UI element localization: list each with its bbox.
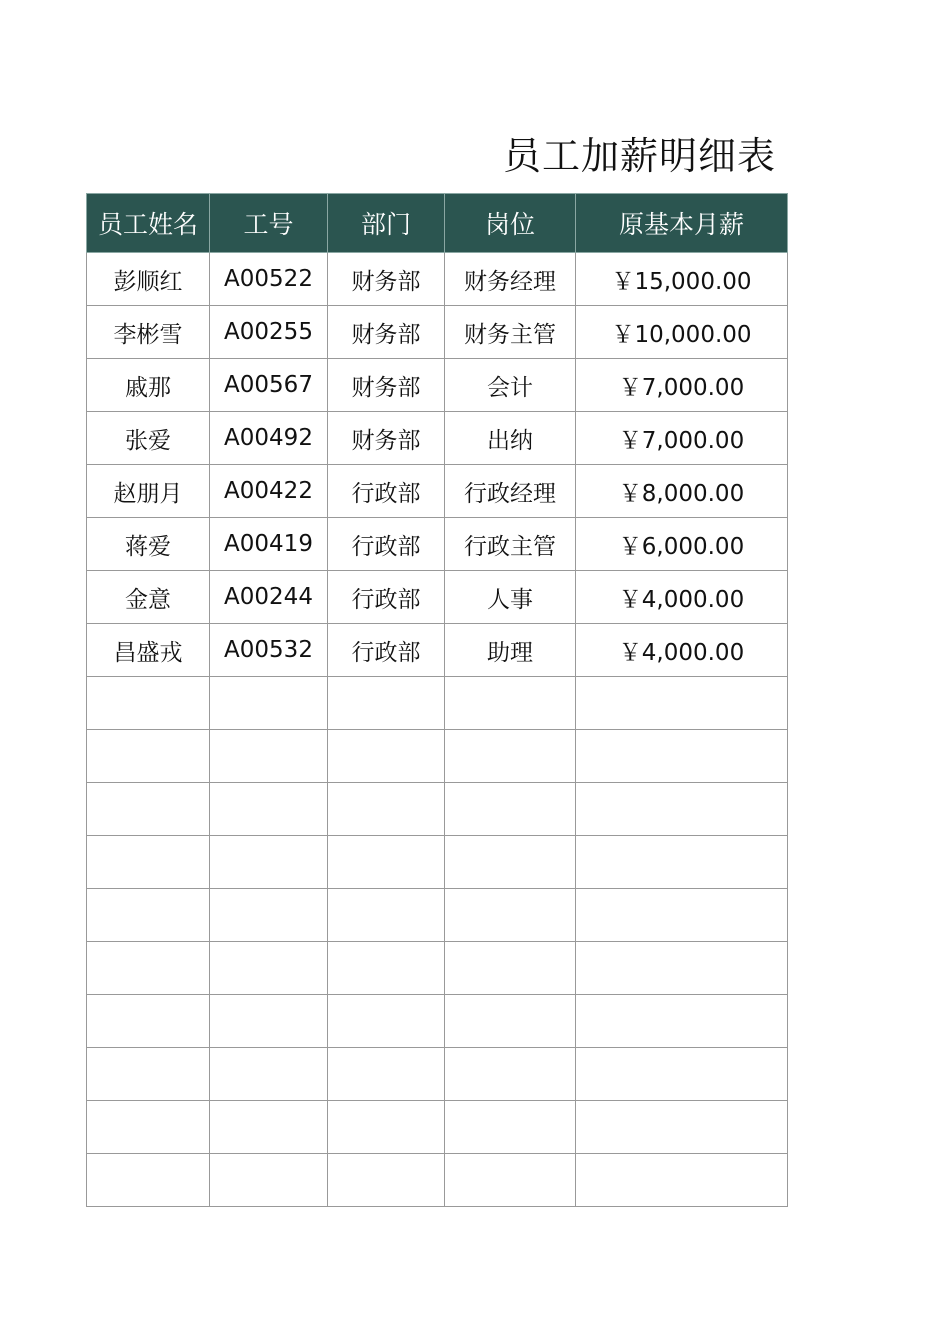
cell-employee-id[interactable]: A00522 [210, 253, 328, 306]
empty-cell[interactable] [328, 995, 445, 1048]
cell-name[interactable]: 戚那 [87, 359, 210, 412]
cell-position[interactable]: 会计 [445, 359, 576, 412]
cell-department[interactable]: 行政部 [328, 624, 445, 677]
page-title: 员工加薪明细表 [502, 134, 776, 178]
cell-base-salary[interactable]: ￥8,000.00 [576, 465, 788, 518]
cell-employee-id[interactable]: A00244 [210, 571, 328, 624]
cell-name[interactable]: 赵朋月 [87, 465, 210, 518]
empty-cell[interactable] [328, 1154, 445, 1207]
empty-table-row [87, 783, 788, 836]
cell-department[interactable]: 财务部 [328, 253, 445, 306]
cell-position[interactable]: 行政主管 [445, 518, 576, 571]
empty-cell[interactable] [445, 730, 576, 783]
empty-table-row [87, 995, 788, 1048]
empty-table-row [87, 677, 788, 730]
cell-position[interactable]: 行政经理 [445, 465, 576, 518]
cell-name[interactable]: 金意 [87, 571, 210, 624]
empty-cell[interactable] [328, 730, 445, 783]
empty-cell[interactable] [210, 995, 328, 1048]
empty-cell[interactable] [87, 889, 210, 942]
empty-cell[interactable] [445, 1101, 576, 1154]
cell-employee-id[interactable]: A00255 [210, 306, 328, 359]
empty-cell[interactable] [576, 889, 788, 942]
empty-cell[interactable] [87, 783, 210, 836]
empty-cell[interactable] [87, 1101, 210, 1154]
empty-cell[interactable] [445, 783, 576, 836]
empty-cell[interactable] [87, 995, 210, 1048]
cell-position[interactable]: 人事 [445, 571, 576, 624]
empty-table-row [87, 1048, 788, 1101]
empty-cell[interactable] [445, 1154, 576, 1207]
empty-cell[interactable] [445, 995, 576, 1048]
empty-cell[interactable] [576, 1048, 788, 1101]
table-row [87, 465, 788, 518]
table-row [87, 359, 788, 412]
cell-position[interactable]: 财务主管 [445, 306, 576, 359]
table-row [87, 306, 788, 359]
table-row [87, 412, 788, 465]
empty-cell[interactable] [445, 889, 576, 942]
cell-name[interactable]: 李彬雪 [87, 306, 210, 359]
empty-table-row [87, 1154, 788, 1207]
cell-name[interactable]: 昌盛戎 [87, 624, 210, 677]
cell-department[interactable]: 行政部 [328, 571, 445, 624]
empty-cell[interactable] [87, 730, 210, 783]
cell-base-salary[interactable]: ￥7,000.00 [576, 359, 788, 412]
empty-cell[interactable] [87, 1048, 210, 1101]
empty-table-row [87, 730, 788, 783]
cell-position[interactable]: 出纳 [445, 412, 576, 465]
empty-cell[interactable] [210, 783, 328, 836]
empty-cell[interactable] [328, 889, 445, 942]
empty-cell[interactable] [210, 942, 328, 995]
empty-table-row [87, 889, 788, 942]
empty-cell[interactable] [328, 783, 445, 836]
empty-cell[interactable] [576, 677, 788, 730]
cell-base-salary[interactable]: ￥10,000.00 [576, 306, 788, 359]
empty-cell[interactable] [328, 677, 445, 730]
empty-cell[interactable] [210, 730, 328, 783]
empty-cell[interactable] [328, 942, 445, 995]
empty-cell[interactable] [210, 889, 328, 942]
column-header-name[interactable]: 员工姓名 [87, 194, 210, 253]
column-header-base-salary[interactable]: 原基本月薪 [576, 194, 788, 253]
empty-cell[interactable] [576, 836, 788, 889]
column-header-department[interactable]: 部门 [328, 194, 445, 253]
cell-base-salary[interactable]: ￥4,000.00 [576, 571, 788, 624]
cell-employee-id[interactable]: A00419 [210, 518, 328, 571]
table-row [87, 518, 788, 571]
empty-cell[interactable] [328, 1101, 445, 1154]
empty-table-row [87, 836, 788, 889]
empty-cell[interactable] [576, 1154, 788, 1207]
table-row [87, 624, 788, 677]
empty-cell[interactable] [576, 730, 788, 783]
cell-base-salary[interactable]: ￥6,000.00 [576, 518, 788, 571]
cell-position[interactable]: 助理 [445, 624, 576, 677]
cell-employee-id[interactable]: A00422 [210, 465, 328, 518]
empty-cell[interactable] [87, 942, 210, 995]
empty-cell[interactable] [576, 783, 788, 836]
cell-position[interactable]: 财务经理 [445, 253, 576, 306]
empty-cell[interactable] [87, 836, 210, 889]
cell-employee-id[interactable]: A00532 [210, 624, 328, 677]
empty-cell[interactable] [210, 1101, 328, 1154]
cell-base-salary[interactable]: ￥7,000.00 [576, 412, 788, 465]
empty-cell[interactable] [576, 942, 788, 995]
column-header-id[interactable]: 工号 [210, 194, 328, 253]
cell-department[interactable]: 财务部 [328, 306, 445, 359]
empty-cell[interactable] [445, 942, 576, 995]
cell-department[interactable]: 财务部 [328, 359, 445, 412]
cell-name[interactable]: 彭顺红 [87, 253, 210, 306]
empty-cell[interactable] [210, 677, 328, 730]
cell-department[interactable]: 行政部 [328, 465, 445, 518]
empty-cell[interactable] [445, 1048, 576, 1101]
cell-name[interactable]: 蒋爱 [87, 518, 210, 571]
header-row [87, 194, 788, 253]
table-row [87, 253, 788, 306]
empty-cell[interactable] [445, 836, 576, 889]
empty-cell[interactable] [576, 1101, 788, 1154]
empty-cell[interactable] [210, 1048, 328, 1101]
cell-department[interactable]: 财务部 [328, 412, 445, 465]
empty-cell[interactable] [87, 1154, 210, 1207]
empty-table-row [87, 1101, 788, 1154]
empty-cell[interactable] [328, 836, 445, 889]
table-row [87, 571, 788, 624]
cell-name[interactable]: 张爱 [87, 412, 210, 465]
empty-cell[interactable] [445, 677, 576, 730]
cell-employee-id[interactable]: A00567 [210, 359, 328, 412]
empty-cell[interactable] [210, 1154, 328, 1207]
cell-base-salary[interactable]: ￥15,000.00 [576, 253, 788, 306]
empty-table-row [87, 942, 788, 995]
cell-department[interactable]: 行政部 [328, 518, 445, 571]
salary-table [86, 193, 788, 1207]
empty-cell[interactable] [576, 995, 788, 1048]
column-header-position[interactable]: 岗位 [445, 194, 576, 253]
empty-cell[interactable] [210, 836, 328, 889]
cell-base-salary[interactable]: ￥4,000.00 [576, 624, 788, 677]
empty-cell[interactable] [328, 1048, 445, 1101]
empty-cell[interactable] [87, 677, 210, 730]
cell-employee-id[interactable]: A00492 [210, 412, 328, 465]
